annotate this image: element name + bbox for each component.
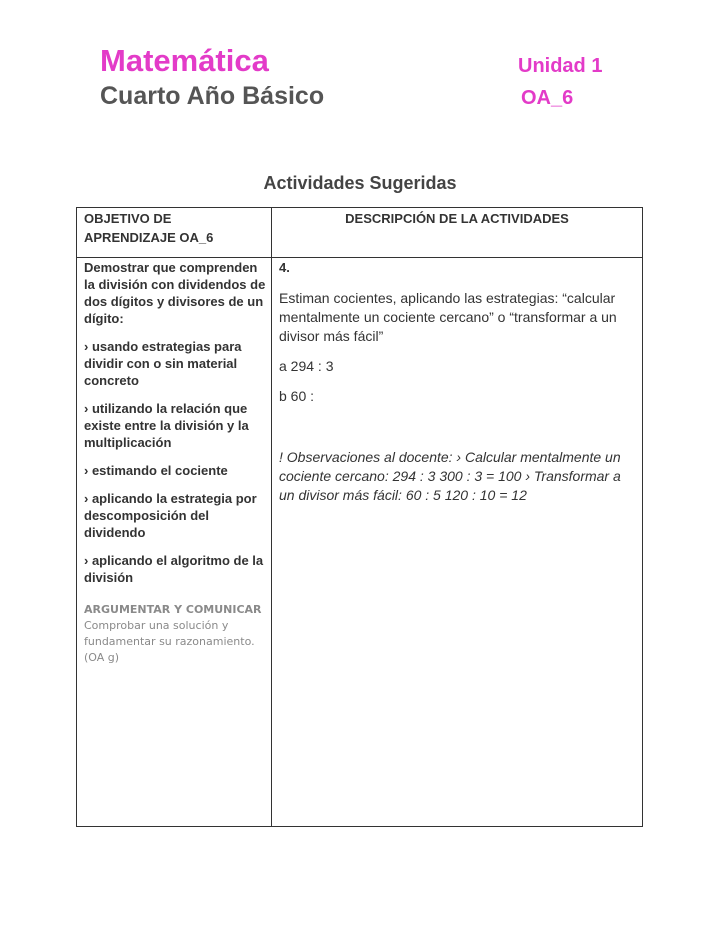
section-title: Actividades Sugeridas — [263, 173, 457, 193]
column-divider — [271, 208, 272, 826]
oa-label: OA_6 — [521, 87, 574, 109]
objective-item: › usando estrategias para dividir con o sin material concreto — [84, 339, 242, 388]
exercise-a: a 294 : 3 — [279, 358, 334, 374]
skill-text: Comprobar una solución y fundamentar su razonamiento. (OA g) — [84, 619, 255, 664]
objective-item: › aplicando el algoritmo de la división — [84, 553, 264, 585]
teacher-observations: ! Observaciones al docente: › Calcular mentalmente un cociente cercano: 294 : 3 300 : 3 = 100 › Transformar a un divisor más fácil: 60 : 5 120 : 10 = 12 — [279, 449, 621, 503]
objective-cell — [84, 259, 266, 666]
unit-label: Unidad 1 — [518, 55, 603, 77]
objective-column-header: OBJETIVO DE APRENDIZAJE OA_6 — [84, 211, 214, 245]
activity-number: 4. — [279, 260, 290, 275]
skill-block — [84, 602, 266, 666]
objective-item: › estimando el cociente — [84, 463, 228, 478]
skill-title: ARGUMENTAR Y COMUNICAR — [84, 603, 262, 616]
objective-item: › utilizando la relación que existe entre la división y la multiplicación — [84, 401, 249, 450]
objective-intro: Demostrar que comprenden la división con dividendos de dos dígitos y divisores de un dígito: — [84, 260, 266, 326]
activity-description: Estiman cocientes, aplicando las estrategias: “calcular mentalmente un cociente cercano” o “transformar a un divisor más fácil” — [279, 290, 617, 344]
activities-table — [76, 207, 643, 827]
description-column-header: DESCRIPCIÓN DE LA ACTIVIDADES — [345, 211, 569, 226]
objective-item: › aplicando la estrategia por descomposición del dividendo — [84, 491, 257, 540]
grade-subtitle: Cuarto Año Básico — [100, 82, 325, 110]
exercise-b: b 60 : — [279, 388, 315, 404]
subject-title: Matemática — [100, 43, 269, 78]
header-divider — [77, 257, 642, 258]
activity-cell — [279, 259, 635, 519]
